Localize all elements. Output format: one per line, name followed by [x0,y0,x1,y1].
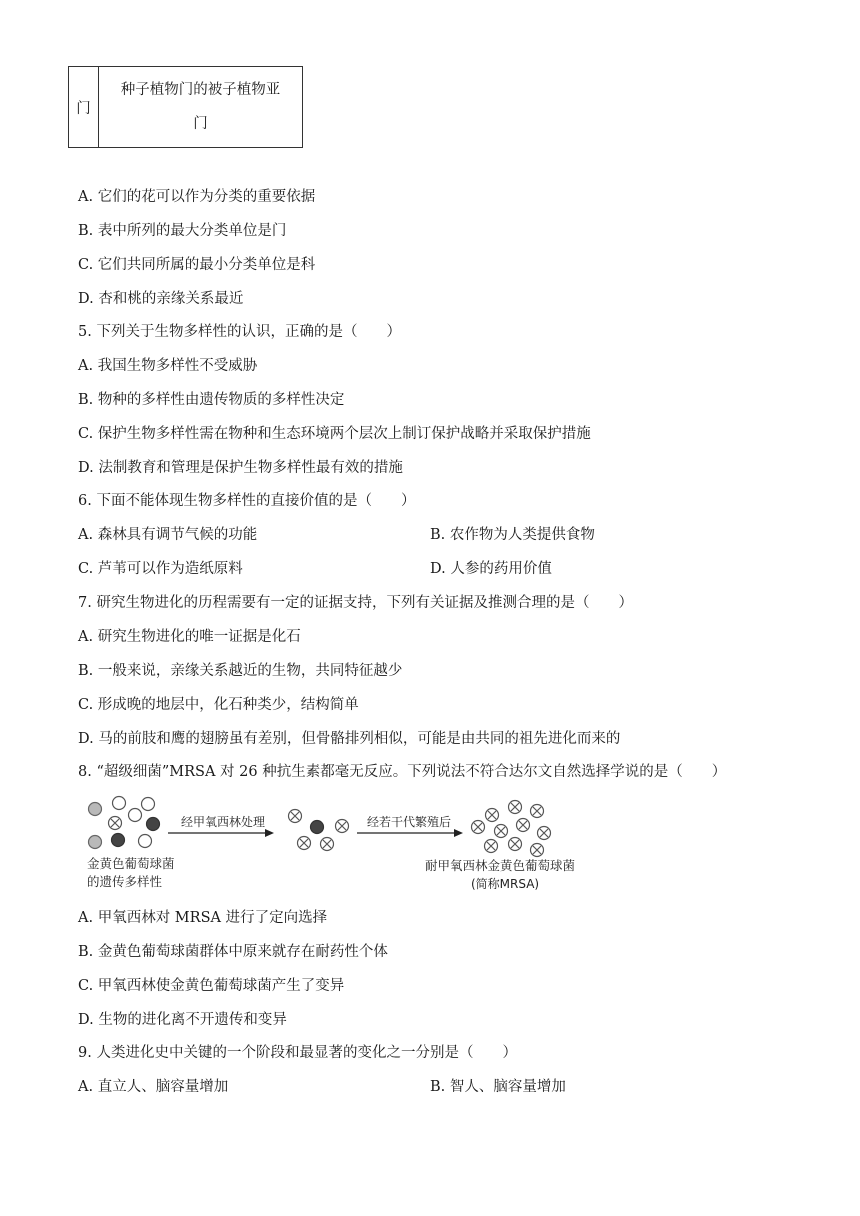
q5-stem: 5. 下列关于生物多样性的认识，正确的是（ ） [78,324,401,340]
q4-option-c: C. 它们共同所属的最小分类单位是科 [78,257,316,273]
bacterium-white [113,797,126,810]
bacterium-resistant [509,801,522,814]
q4-option-a: A. 它们的花可以作为分类的重要依据 [78,189,316,205]
q7-option-b: B. 一般来说，亲缘关系越近的生物，共同特征越少 [78,663,403,679]
table-cell-line: 门 [193,116,208,132]
table-cell-taxon [99,67,303,148]
bacterium-resistant [509,838,522,851]
q7-option-a: A. 研究生物进化的唯一证据是化石 [78,629,301,645]
bacterium-resistant [321,838,334,851]
bacteria-cluster-mrsa [472,801,551,857]
bacteria-cluster-survivors [289,810,349,851]
q7-option-d: D. 马的前肢和鹰的翅膀虽有差别，但骨骼排列相似，可能是由共同的祖先进化而来的 [78,731,621,747]
bacterium-resistant [538,827,551,840]
table-cell-rank: 门 [69,67,99,148]
bacterium-white [139,835,152,848]
label-initial-2: 的遗传多样性 [87,874,163,889]
bacterium-resistant [298,837,311,850]
bacterium-resistant [495,825,508,838]
q4-option-d: D. 杏和桃的亲缘关系最近 [78,291,244,307]
bacterium-dark [112,834,125,847]
q8-option-a: A. 甲氧西林对 MRSA 进行了定向选择 [78,910,328,926]
q6-option-b: B. 农作物为人类提供食物 [430,527,595,543]
bacterium-resistant [531,805,544,818]
bacterium-resistant [531,844,544,857]
arrow1-label: 经甲氧西林处理 [181,815,266,829]
mrsa-selection-diagram [82,790,602,900]
bacterium-white [129,809,142,822]
q8-stem: 8. “超级细菌”MRSA 对 26 种抗生素都毫无反应。下列说法不符合达尔文自然选择学说的是（ ） [78,764,727,780]
q6-stem: 6. 下面不能体现生物多样性的直接价值的是（ ） [78,493,416,509]
bacterium-resistant [517,819,530,832]
arrow1-head [265,829,274,837]
bacterium-gray [89,803,102,816]
label-mrsa-1: 耐甲氧西林金黄色葡萄球菌 [425,858,576,873]
q6-option-d: D. 人参的药用价值 [430,561,552,577]
bacterium-dark [311,821,324,834]
q7-stem: 7. 研究生物进化的历程需要有一定的证据支持，下列有关证据及推测合理的是（ ） [78,595,633,611]
q5-option-a: A. 我国生物多样性不受威胁 [78,358,258,374]
bacterium-resistant [109,817,122,830]
q5-option-b: B. 物种的多样性由遗传物质的多样性决定 [78,392,345,408]
bacterium-dark [147,818,160,831]
q9-option-a: A. 直立人、脑容量增加 [78,1079,229,1095]
q5-option-d: D. 法制教育和管理是保护生物多样性最有效的措施 [78,460,403,476]
q9-stem: 9. 人类进化史中关键的一个阶段和最显著的变化之一分别是（ ） [78,1045,517,1061]
arrow2-head [454,829,463,837]
bacterium-resistant [289,810,302,823]
q6-option-c: C. 芦苇可以作为造纸原料 [78,561,243,577]
classification-table [68,66,303,148]
q8-option-b: B. 金黄色葡萄球菌群体中原来就存在耐药性个体 [78,944,388,960]
q5-option-c: C. 保护生物多样性需在物种和生态环境两个层次上制订保护战略并采取保护措施 [78,426,591,442]
bacterium-gray [89,836,102,849]
q8-option-c: C. 甲氧西林使金黄色葡萄球菌产生了变异 [78,978,345,994]
bacterium-resistant [472,821,485,834]
bacterium-resistant [485,840,498,853]
arrow2-label: 经若干代繁殖后 [367,815,452,829]
q9-option-b: B. 智人、脑容量增加 [430,1079,566,1095]
q6-option-a: A. 森林具有调节气候的功能 [78,527,258,543]
bacterium-resistant [486,809,499,822]
label-mrsa-2: (简称MRSA) [471,877,540,891]
table-cell-line: 种子植物门的被子植物亚 [120,82,281,98]
bacterium-resistant [336,820,349,833]
q8-option-d: D. 生物的进化离不开遗传和变异 [78,1012,287,1028]
q7-option-c: C. 形成晚的地层中，化石种类少，结构简单 [78,697,359,713]
bacteria-cluster-initial [89,797,160,849]
label-initial-1: 金黄色葡萄球菌 [87,856,175,871]
bacterium-white [142,798,155,811]
table-row [69,67,303,148]
q4-option-b: B. 表中所列的最大分类单位是门 [78,223,287,239]
